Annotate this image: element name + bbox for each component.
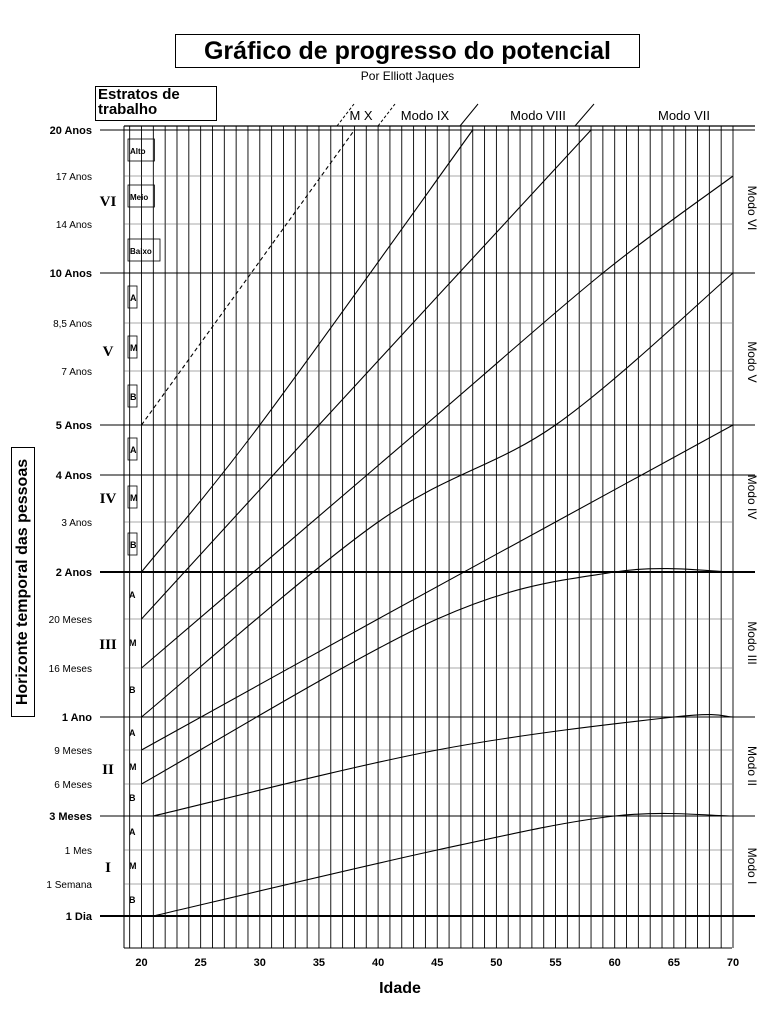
stratum-level-label: M — [130, 343, 138, 353]
mode-label-top: Modo VIII — [510, 108, 566, 123]
mode-label-side: Modo III — [745, 621, 759, 665]
stratum-numeral: II — [102, 762, 114, 778]
y-tick-label: 1 Mes — [64, 846, 92, 857]
y-tick-label: 1 Semana — [46, 880, 92, 891]
mode-label-side: Modo I — [745, 847, 759, 885]
strata-title: Estratos de trabalho — [95, 86, 217, 121]
stratum-numeral: IV — [99, 491, 117, 507]
y-tick-label: 4 Anos — [55, 470, 92, 482]
stratum-level-label: M — [129, 638, 137, 648]
stratum-level-label: A — [130, 445, 137, 455]
y-tick-label: 1 Ano — [61, 712, 92, 724]
y-tick-label: 9 Meses — [54, 746, 92, 757]
chart-subtitle: Por Elliott Jaques — [360, 69, 455, 83]
y-tick-label: 3 Meses — [49, 811, 92, 823]
stratum-level-label: B — [130, 540, 137, 550]
x-tick-label: 25 — [194, 957, 207, 969]
stratum-level-label: M — [129, 861, 137, 871]
x-axis-label: Idade — [379, 980, 421, 997]
x-tick-label: 30 — [253, 957, 266, 969]
y-tick-label: 8,5 Anos — [53, 319, 92, 330]
mode-label-side: Modo IV — [745, 474, 759, 520]
stratum-numeral: V — [102, 344, 114, 360]
stratum-level-label: B — [130, 392, 137, 402]
mode-label-divider — [460, 104, 478, 126]
mode-label-divider — [575, 104, 594, 126]
stratum-level-label: B — [129, 685, 136, 695]
mode-label-divider — [378, 104, 395, 126]
y-tick-label: 16 Meses — [48, 664, 92, 675]
x-tick-label: 20 — [135, 957, 148, 969]
y-axis-label: Horizonte temporal das pessoas — [11, 447, 35, 717]
stratum-level-label: A — [129, 728, 136, 738]
mode-curve — [153, 715, 733, 816]
stratum-level-label: Meio — [130, 193, 149, 202]
stratum-level-label: Alto — [130, 147, 146, 156]
mode-label-side: Modo V — [745, 341, 759, 383]
x-tick-label: 35 — [312, 957, 326, 969]
stratum-level-label: M — [130, 493, 138, 503]
x-tick-label: 60 — [608, 957, 621, 969]
y-tick-label: 6 Meses — [54, 780, 92, 791]
x-tick-label: 50 — [490, 957, 503, 969]
stratum-level-label: A — [130, 293, 137, 303]
mode-label-top: Modo IX — [400, 108, 450, 123]
mode-label-top: M X — [349, 108, 373, 123]
x-tick-label: 70 — [726, 957, 740, 969]
x-tick-label: 40 — [371, 957, 385, 969]
mode-label-top: Modo VII — [657, 108, 711, 123]
stratum-level-label: B — [129, 895, 136, 905]
mode-curve — [153, 813, 733, 916]
mode-label-side: Modo II — [745, 745, 759, 787]
x-tick-label: 45 — [431, 957, 444, 969]
y-tick-label: 20 Anos — [49, 125, 92, 137]
x-tick-label: 65 — [667, 957, 680, 969]
y-tick-label: 10 Anos — [49, 268, 92, 280]
stratum-numeral: VI — [99, 194, 117, 210]
y-tick-label: 5 Anos — [55, 420, 92, 432]
y-tick-label: 2 Anos — [55, 567, 92, 579]
stratum-level-label: A — [129, 590, 136, 600]
stratum-level-label: Baixo — [130, 247, 152, 256]
x-tick-label: 55 — [549, 957, 562, 969]
y-tick-label: 1 Dia — [65, 911, 92, 923]
y-tick-label: 17 Anos — [55, 172, 92, 183]
y-tick-label: 3 Anos — [61, 518, 92, 529]
y-tick-label: 14 Anos — [55, 220, 92, 231]
y-tick-label: 7 Anos — [61, 367, 92, 378]
stratum-level-label: B — [129, 793, 136, 803]
stratum-level-label: A — [129, 827, 136, 837]
chart-title: Gráfico de progresso do potencial — [175, 34, 640, 68]
y-tick-label: 20 Meses — [48, 615, 92, 626]
mode-label-side: Modo VI — [745, 185, 759, 231]
stratum-numeral: III — [99, 637, 117, 653]
stratum-level-label: M — [129, 762, 137, 772]
stratum-numeral: I — [105, 860, 111, 876]
